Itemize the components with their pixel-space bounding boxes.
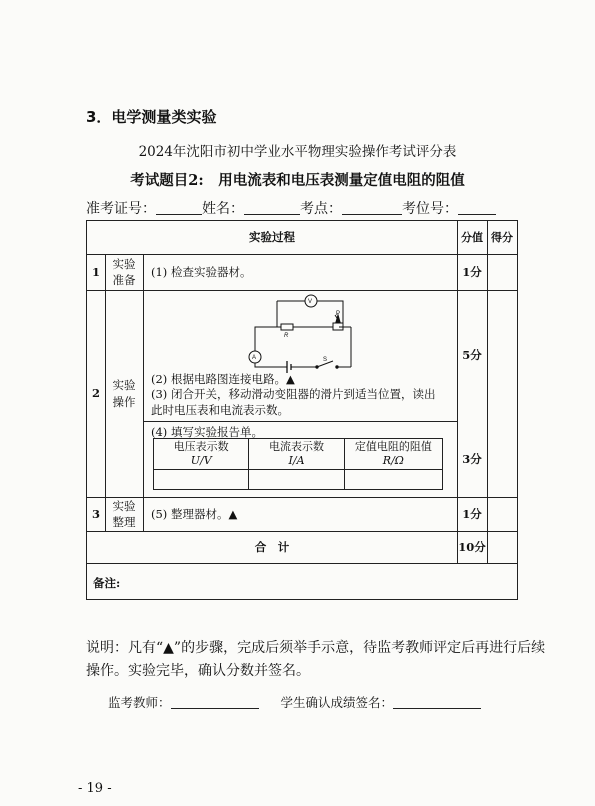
- ammeter-label: A: [252, 355, 257, 361]
- signature-row: [108, 693, 481, 711]
- step-tidy-equipment: (5) 整理器材。▲: [151, 506, 238, 521]
- voltage-header: 电压表示数 U/V: [154, 439, 249, 470]
- row-number: 3: [91, 506, 100, 521]
- score-value: 1分: [462, 264, 482, 279]
- rheostat-label: P: [336, 311, 341, 317]
- exam-subject: 考试题目2: 用电流表和电压表测量定值电阻的阻值: [130, 172, 465, 189]
- step-fill-report: (4) 填写实验报告单。: [151, 425, 263, 439]
- page-number: - 19 -: [78, 781, 112, 796]
- step-close-switch: (3) 闭合开关，移动滑动变阻器的滑片到适当位置，读出 此时电压表和电流表示数。: [151, 387, 436, 417]
- exam-site-label: 考点：: [300, 201, 342, 217]
- category-preparation: 实验 准备: [112, 256, 136, 287]
- student-signature-field[interactable]: [393, 694, 481, 709]
- score-value: 1分: [462, 506, 482, 521]
- seat-number-field[interactable]: [458, 200, 496, 215]
- seat-number-label: 考位号：: [402, 201, 458, 217]
- step-check-equipment: (1) 检查实验器材。: [151, 264, 252, 279]
- admission-number-label: 准考证号：: [86, 201, 156, 217]
- voltage-value-cell[interactable]: [154, 470, 249, 490]
- student-signature-label: 学生确认成绩签名：: [280, 695, 394, 710]
- resistor-label: R: [284, 333, 289, 339]
- resistor-symbol: [281, 324, 293, 330]
- category-operation: 实验 操作: [112, 378, 136, 409]
- name-field[interactable]: [244, 200, 300, 215]
- voltmeter-label: V: [308, 299, 313, 305]
- earned-score-cell[interactable]: [487, 290, 517, 421]
- admission-number-field[interactable]: [156, 200, 202, 215]
- total-score: 10分: [458, 539, 486, 554]
- header-earned: 得分: [491, 230, 513, 244]
- earned-score-cell[interactable]: [487, 254, 517, 290]
- section-heading: 3．电学测量类实验: [86, 108, 217, 126]
- earned-score-cell[interactable]: [487, 497, 517, 531]
- current-value-cell[interactable]: [249, 470, 344, 490]
- exam-site-field[interactable]: [342, 200, 402, 215]
- row-number: 1: [91, 264, 100, 279]
- score-value: 3分: [462, 451, 482, 466]
- total-label: 合 计: [254, 539, 290, 554]
- score-value: 5分: [462, 348, 482, 363]
- earned-score-cell[interactable]: [487, 421, 517, 497]
- circuit-diagram: [235, 293, 355, 373]
- report-table: [153, 438, 443, 490]
- switch-label: S: [323, 357, 328, 363]
- header-score: 分值: [461, 230, 483, 244]
- name-label: 姓名：: [202, 201, 244, 217]
- scoring-table: [86, 220, 518, 600]
- resistance-header: 定值电阻的阻值 R/Ω: [344, 439, 442, 470]
- remarks-label: 备注:: [93, 576, 121, 590]
- total-earned-cell[interactable]: [487, 531, 517, 563]
- step-connect-circuit: (2) 根据电路图连接电路。▲: [151, 372, 295, 386]
- teacher-signature-label: 监考教师：: [108, 695, 171, 710]
- row-number: 2: [91, 386, 100, 401]
- teacher-signature-field[interactable]: [171, 694, 259, 709]
- document-title: 2024年沈阳市初中学业水平物理实验操作考试评分表: [138, 144, 457, 160]
- category-cleanup: 实验 整理: [112, 498, 136, 529]
- instructions-note: 说明：凡有“▲”的步骤，完成后须举手示意，待监考教师评定后再进行后续操作。实验完毕，确认分数并签名。: [86, 640, 546, 679]
- candidate-info-row: [86, 198, 496, 218]
- current-header: 电流表示数 I/A: [249, 439, 344, 470]
- resistance-value-cell[interactable]: [344, 470, 442, 490]
- header-process: 实验过程: [249, 230, 295, 245]
